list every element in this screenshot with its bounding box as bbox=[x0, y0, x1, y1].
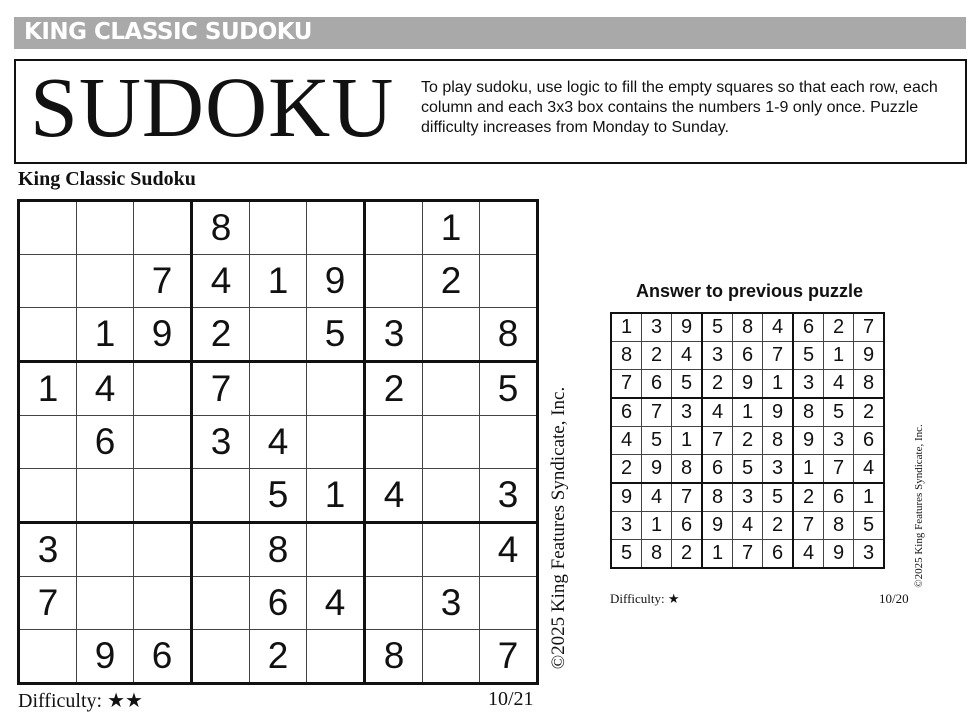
answer-cell: 8 bbox=[793, 398, 824, 427]
answer-cell: 1 bbox=[824, 342, 854, 370]
answer-cell: 2 bbox=[854, 398, 885, 427]
answer-cell: 6 bbox=[854, 427, 885, 455]
sudoku-cell: 1 bbox=[423, 201, 480, 255]
answer-cell: 4 bbox=[733, 512, 763, 540]
sudoku-cell: 8 bbox=[365, 630, 423, 684]
answer-cell: 7 bbox=[824, 455, 854, 484]
answer-cell: 7 bbox=[793, 512, 824, 540]
sudoku-cell-row bbox=[19, 577, 538, 630]
puzzle-title: King Classic Sudoku bbox=[18, 168, 196, 190]
answer-cell-row bbox=[611, 427, 884, 455]
sudoku-cell-row bbox=[19, 255, 538, 308]
sudoku-cell[interactable] bbox=[134, 201, 192, 255]
answer-cell: 4 bbox=[611, 427, 642, 455]
answer-cell: 8 bbox=[733, 313, 763, 342]
answer-cell: 5 bbox=[702, 313, 733, 342]
sudoku-answer-grid bbox=[610, 312, 885, 569]
answer-heading: Answer to previous puzzle bbox=[636, 281, 864, 301]
sudoku-cell[interactable] bbox=[192, 469, 250, 523]
sudoku-cell[interactable] bbox=[307, 630, 365, 684]
sudoku-cell: 4 bbox=[307, 577, 365, 630]
answer-cell: 6 bbox=[824, 483, 854, 512]
sudoku-cell[interactable] bbox=[19, 201, 77, 255]
sudoku-cell-row bbox=[19, 362, 538, 416]
sudoku-cell[interactable] bbox=[192, 523, 250, 577]
answer-cell: 5 bbox=[793, 342, 824, 370]
sudoku-puzzle-grid bbox=[17, 199, 539, 685]
answer-cell: 6 bbox=[611, 398, 642, 427]
sudoku-cell[interactable] bbox=[365, 577, 423, 630]
sudoku-cell[interactable] bbox=[192, 577, 250, 630]
sudoku-cell: 8 bbox=[480, 308, 538, 362]
sudoku-cell: 3 bbox=[423, 577, 480, 630]
answer-cell: 6 bbox=[763, 540, 794, 569]
sudoku-cell-row bbox=[19, 308, 538, 362]
sudoku-cell: 4 bbox=[250, 416, 307, 469]
answer-date: 10/20 bbox=[879, 591, 909, 606]
answer-cell: 8 bbox=[702, 483, 733, 512]
sudoku-cell[interactable] bbox=[365, 523, 423, 577]
answer-cell: 2 bbox=[611, 455, 642, 484]
sudoku-cell: 1 bbox=[19, 362, 77, 416]
sudoku-cell: 4 bbox=[77, 362, 134, 416]
sudoku-cell: 5 bbox=[250, 469, 307, 523]
answer-cell: 3 bbox=[854, 540, 885, 569]
sudoku-cell: 9 bbox=[77, 630, 134, 684]
instructions-text: To play sudoku, use logic to fill the empty squares so that each row, each column and each 3x3 box contains the numbers 1-9 only once. Puzzle difficulty increases from Monday to Sunday. bbox=[421, 79, 938, 136]
sudoku-cell: 2 bbox=[423, 255, 480, 308]
answer-cell: 6 bbox=[672, 512, 703, 540]
sudoku-cell[interactable] bbox=[307, 201, 365, 255]
sudoku-cell[interactable] bbox=[77, 523, 134, 577]
sudoku-cell[interactable] bbox=[307, 523, 365, 577]
answer-cell: 2 bbox=[824, 313, 854, 342]
answer-cell: 6 bbox=[702, 455, 733, 484]
sudoku-cell[interactable] bbox=[77, 255, 134, 308]
answer-cell: 4 bbox=[763, 313, 794, 342]
sudoku-cell[interactable] bbox=[423, 308, 480, 362]
answer-cell: 7 bbox=[611, 370, 642, 399]
sudoku-cell[interactable] bbox=[423, 362, 480, 416]
sudoku-cell-row bbox=[19, 416, 538, 469]
sudoku-cell[interactable] bbox=[19, 630, 77, 684]
sudoku-cell-row bbox=[19, 201, 538, 255]
sudoku-cell[interactable] bbox=[134, 362, 192, 416]
answer-cell: 3 bbox=[702, 342, 733, 370]
answer-cell: 5 bbox=[672, 370, 703, 399]
answer-cell: 8 bbox=[611, 342, 642, 370]
sudoku-cell-row bbox=[19, 469, 538, 523]
sudoku-cell[interactable] bbox=[307, 362, 365, 416]
answer-cell: 2 bbox=[672, 540, 703, 569]
answer-cell: 7 bbox=[642, 398, 672, 427]
answer-cell: 3 bbox=[611, 512, 642, 540]
sudoku-cell[interactable] bbox=[480, 577, 538, 630]
sudoku-cell: 7 bbox=[19, 577, 77, 630]
sudoku-cell[interactable] bbox=[77, 577, 134, 630]
answer-cell-row bbox=[611, 512, 884, 540]
answer-cell: 8 bbox=[672, 455, 703, 484]
answer-cell: 1 bbox=[854, 483, 885, 512]
sudoku-cell: 7 bbox=[480, 630, 538, 684]
sudoku-cell: 2 bbox=[192, 308, 250, 362]
sudoku-cell[interactable] bbox=[19, 255, 77, 308]
answer-cell: 8 bbox=[824, 512, 854, 540]
header-box bbox=[14, 59, 967, 164]
answer-cell: 5 bbox=[763, 483, 794, 512]
sudoku-cell: 2 bbox=[365, 362, 423, 416]
answer-cell: 8 bbox=[854, 370, 885, 399]
sudoku-cell[interactable] bbox=[77, 469, 134, 523]
answer-cell: 5 bbox=[854, 512, 885, 540]
sudoku-cell: 1 bbox=[77, 308, 134, 362]
sudoku-cell[interactable] bbox=[134, 416, 192, 469]
answer-cell-row bbox=[611, 540, 884, 569]
answer-cell: 7 bbox=[733, 540, 763, 569]
answer-cell: 2 bbox=[763, 512, 794, 540]
answer-cell: 1 bbox=[702, 540, 733, 569]
sudoku-cell: 3 bbox=[192, 416, 250, 469]
sudoku-cell: 1 bbox=[250, 255, 307, 308]
answer-cell: 1 bbox=[642, 512, 672, 540]
sudoku-cell: 7 bbox=[192, 362, 250, 416]
sudoku-cell: 9 bbox=[134, 308, 192, 362]
answer-cell: 3 bbox=[793, 370, 824, 399]
sudoku-cell: 1 bbox=[307, 469, 365, 523]
sudoku-cell[interactable] bbox=[19, 469, 77, 523]
sudoku-cell[interactable] bbox=[19, 416, 77, 469]
sudoku-cell[interactable] bbox=[77, 201, 134, 255]
sudoku-cell[interactable] bbox=[192, 630, 250, 684]
answer-cell: 1 bbox=[733, 398, 763, 427]
sudoku-cell[interactable] bbox=[250, 362, 307, 416]
puzzle-date: 10/21 bbox=[488, 688, 534, 710]
answer-cell: 7 bbox=[763, 342, 794, 370]
answer-cell: 1 bbox=[793, 455, 824, 484]
answer-cell: 2 bbox=[733, 427, 763, 455]
sudoku-cell[interactable] bbox=[134, 469, 192, 523]
sudoku-cell[interactable] bbox=[480, 255, 538, 308]
answer-cell-row bbox=[611, 370, 884, 399]
sudoku-cell[interactable] bbox=[423, 630, 480, 684]
answer-cell: 4 bbox=[824, 370, 854, 399]
answer-cell-row bbox=[611, 455, 884, 484]
answer-cell: 4 bbox=[793, 540, 824, 569]
answer-cell: 3 bbox=[824, 427, 854, 455]
sudoku-cell[interactable] bbox=[365, 201, 423, 255]
sudoku-cell[interactable] bbox=[365, 255, 423, 308]
sudoku-cell: 6 bbox=[134, 630, 192, 684]
answer-cell: 9 bbox=[733, 370, 763, 399]
answer-cell: 7 bbox=[702, 427, 733, 455]
sudoku-cell[interactable] bbox=[307, 416, 365, 469]
answer-cell: 9 bbox=[824, 540, 854, 569]
answer-cell: 9 bbox=[611, 483, 642, 512]
sudoku-cell: 8 bbox=[250, 523, 307, 577]
sudoku-cell[interactable] bbox=[250, 201, 307, 255]
answer-cell-row bbox=[611, 342, 884, 370]
answer-cell: 7 bbox=[672, 483, 703, 512]
answer-cell: 5 bbox=[611, 540, 642, 569]
sudoku-cell: 5 bbox=[307, 308, 365, 362]
sudoku-cell-row bbox=[19, 630, 538, 684]
answer-cell: 5 bbox=[733, 455, 763, 484]
sudoku-cell: 8 bbox=[192, 201, 250, 255]
sudoku-cell: 7 bbox=[134, 255, 192, 308]
sudoku-cell: 2 bbox=[250, 630, 307, 684]
answer-cell: 6 bbox=[793, 313, 824, 342]
banner-label: KING CLASSIC SUDOKU bbox=[24, 19, 312, 45]
sudoku-cell[interactable] bbox=[19, 308, 77, 362]
sudoku-cell[interactable] bbox=[423, 523, 480, 577]
sudoku-cell-row bbox=[19, 523, 538, 577]
answer-cell: 1 bbox=[672, 427, 703, 455]
answer-cell: 3 bbox=[642, 313, 672, 342]
sudoku-cell: 4 bbox=[192, 255, 250, 308]
answer-cell: 9 bbox=[672, 313, 703, 342]
answer-cell: 7 bbox=[854, 313, 885, 342]
sudoku-cell: 3 bbox=[480, 469, 538, 523]
puzzle-difficulty: Difficulty: ★★ bbox=[18, 690, 143, 712]
sudoku-cell: 6 bbox=[77, 416, 134, 469]
answer-cell: 3 bbox=[763, 455, 794, 484]
answer-cell: 8 bbox=[642, 540, 672, 569]
sudoku-cell[interactable] bbox=[250, 308, 307, 362]
answer-cell-row bbox=[611, 313, 884, 342]
page-title: SUDOKU bbox=[30, 59, 395, 155]
sudoku-cell: 3 bbox=[365, 308, 423, 362]
sudoku-cell[interactable] bbox=[480, 416, 538, 469]
section-banner bbox=[14, 17, 966, 49]
sudoku-cell[interactable] bbox=[423, 416, 480, 469]
sudoku-cell[interactable] bbox=[480, 201, 538, 255]
sudoku-cell: 6 bbox=[250, 577, 307, 630]
answer-cell: 1 bbox=[763, 370, 794, 399]
puzzle-copyright: ©2025 King Features Syndicate, Inc. bbox=[548, 386, 569, 670]
sudoku-cell[interactable] bbox=[134, 523, 192, 577]
answer-cell-row bbox=[611, 398, 884, 427]
answer-cell: 9 bbox=[793, 427, 824, 455]
answer-cell: 4 bbox=[642, 483, 672, 512]
answer-cell: 5 bbox=[642, 427, 672, 455]
sudoku-cell: 4 bbox=[480, 523, 538, 577]
answer-copyright: ©2025 King Features Syndicate, Inc. bbox=[913, 424, 925, 588]
answer-cell: 9 bbox=[702, 512, 733, 540]
sudoku-cell[interactable] bbox=[134, 577, 192, 630]
sudoku-cell[interactable] bbox=[423, 469, 480, 523]
answer-cell: 8 bbox=[763, 427, 794, 455]
sudoku-cell: 9 bbox=[307, 255, 365, 308]
answer-cell: 6 bbox=[642, 370, 672, 399]
answer-cell-row bbox=[611, 483, 884, 512]
answer-cell: 2 bbox=[642, 342, 672, 370]
answer-cell: 4 bbox=[854, 455, 885, 484]
answer-cell: 9 bbox=[763, 398, 794, 427]
sudoku-cell: 3 bbox=[19, 523, 77, 577]
answer-cell: 9 bbox=[642, 455, 672, 484]
answer-cell: 9 bbox=[854, 342, 885, 370]
answer-difficulty: Difficulty: ★ bbox=[610, 591, 680, 606]
answer-cell: 6 bbox=[733, 342, 763, 370]
answer-cell: 4 bbox=[672, 342, 703, 370]
answer-cell: 2 bbox=[702, 370, 733, 399]
answer-cell: 3 bbox=[733, 483, 763, 512]
answer-cell: 3 bbox=[672, 398, 703, 427]
answer-cell: 2 bbox=[793, 483, 824, 512]
answer-cell: 1 bbox=[611, 313, 642, 342]
sudoku-cell: 4 bbox=[365, 469, 423, 523]
sudoku-cell[interactable] bbox=[365, 416, 423, 469]
sudoku-cell: 5 bbox=[480, 362, 538, 416]
answer-cell: 5 bbox=[824, 398, 854, 427]
answer-cell: 4 bbox=[702, 398, 733, 427]
